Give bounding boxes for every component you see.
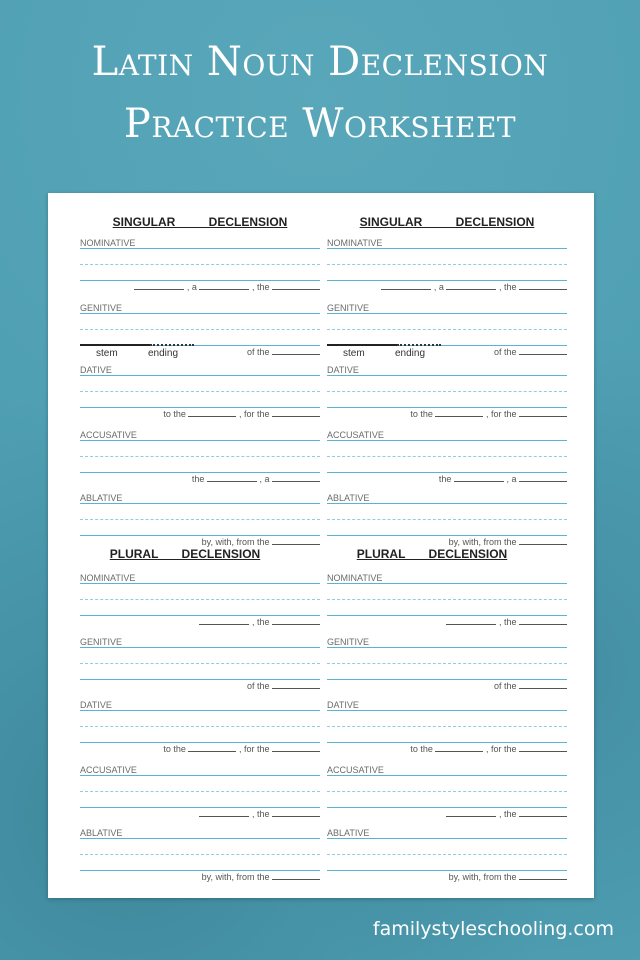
case-label-accusative: ACCUSATIVE	[327, 430, 384, 440]
writing-line-top[interactable]	[80, 375, 320, 376]
fill-in-hint	[199, 808, 320, 820]
blank-line[interactable]	[199, 281, 249, 290]
hint-text: , for the	[238, 409, 270, 419]
writing-line-mid[interactable]	[327, 726, 567, 727]
blank-line[interactable]	[272, 281, 320, 290]
fill-in-hint	[449, 871, 567, 883]
blank-line[interactable]	[519, 680, 567, 689]
fill-in-hint	[134, 281, 320, 293]
writing-line-mid[interactable]	[327, 854, 567, 855]
blank-line[interactable]	[272, 346, 320, 355]
case-group-nominative	[327, 573, 567, 635]
fill-in-hint	[163, 743, 320, 755]
writing-line-top[interactable]	[327, 775, 567, 776]
writing-line-mid[interactable]	[327, 391, 567, 392]
blank-line[interactable]	[381, 281, 431, 290]
case-label-genitive: GENITIVE	[80, 637, 123, 647]
hint-text: , the	[251, 809, 270, 819]
case-group-genitive	[327, 637, 567, 699]
blank-line[interactable]	[199, 808, 249, 817]
writing-line-top[interactable]	[327, 375, 567, 376]
writing-line-mid[interactable]	[327, 329, 567, 330]
hint-text: , for the	[238, 744, 270, 754]
blank-line[interactable]	[188, 743, 236, 752]
case-group-ablative	[80, 828, 320, 890]
hint-text: of the	[493, 347, 517, 357]
right-column	[327, 193, 567, 898]
case-label-accusative: ACCUSATIVE	[80, 765, 137, 775]
case-label-accusative: ACCUSATIVE	[80, 430, 137, 440]
case-label-ablative: ABLATIVE	[80, 828, 123, 838]
case-label-dative: DATIVE	[80, 365, 112, 375]
stem-underline	[327, 344, 397, 346]
writing-line-mid[interactable]	[327, 599, 567, 600]
blank-line[interactable]	[446, 281, 496, 290]
blank-line[interactable]	[519, 281, 567, 290]
left-column	[80, 193, 320, 898]
case-group-genitive	[80, 303, 320, 365]
case-label-ablative: ABLATIVE	[80, 493, 123, 503]
blank-line[interactable]	[199, 616, 249, 625]
case-group-ablative	[80, 493, 320, 555]
fill-in-hint	[446, 808, 567, 820]
writing-line-mid[interactable]	[327, 264, 567, 265]
writing-line-top[interactable]	[327, 248, 567, 249]
hint-text: the	[438, 474, 452, 484]
blank-line[interactable]	[519, 536, 567, 545]
hint-text: the	[191, 474, 205, 484]
fill-in-hint	[163, 408, 320, 420]
blank-line[interactable]	[134, 281, 184, 290]
fill-in-hint	[410, 743, 567, 755]
fill-in-hint	[247, 680, 320, 692]
writing-line-mid[interactable]	[80, 264, 320, 265]
writing-line-mid[interactable]	[327, 519, 567, 520]
plural-heading: PLURAL DECLENSION	[109, 547, 261, 561]
ending-underline	[397, 344, 441, 346]
fill-in-hint	[381, 281, 567, 293]
stem-underline	[80, 344, 150, 346]
blank-line[interactable]	[446, 808, 496, 817]
writing-line-mid[interactable]	[80, 329, 320, 330]
singular-heading: SINGULAR DECLENSION	[359, 215, 535, 229]
writing-line-mid[interactable]	[80, 391, 320, 392]
writing-line-top[interactable]	[327, 440, 567, 441]
stem-label: stem	[96, 348, 118, 359]
fill-in-hint	[449, 536, 567, 548]
blank-line[interactable]	[435, 743, 483, 752]
worksheet	[48, 193, 594, 898]
blank-line[interactable]	[454, 473, 504, 482]
blank-line[interactable]	[272, 473, 320, 482]
case-group-ablative	[327, 493, 567, 555]
case-group-nominative	[327, 238, 567, 300]
writing-line-top[interactable]	[327, 313, 567, 314]
blank-line[interactable]	[272, 680, 320, 689]
blank-line[interactable]	[446, 616, 496, 625]
writing-line-top[interactable]	[80, 503, 320, 504]
writing-line-mid[interactable]	[80, 791, 320, 792]
hint-text: , a	[259, 474, 270, 484]
writing-line-top[interactable]	[80, 313, 320, 314]
fill-in-hint	[202, 536, 320, 548]
ending-label: ending	[395, 348, 426, 359]
case-label-accusative: ACCUSATIVE	[327, 765, 384, 775]
hint-text: , the	[251, 282, 270, 292]
writing-line-mid[interactable]	[80, 456, 320, 457]
case-group-ablative	[327, 828, 567, 890]
case-label-ablative: ABLATIVE	[327, 828, 370, 838]
blank-line[interactable]	[207, 473, 257, 482]
website-footer: familystyleschooling.com	[372, 918, 614, 940]
writing-line-mid[interactable]	[327, 456, 567, 457]
writing-line-top[interactable]	[327, 503, 567, 504]
singular-heading: SINGULAR DECLENSION	[112, 215, 288, 229]
hint-text: by, with, from the	[448, 872, 517, 882]
hint-text: of the	[493, 681, 517, 691]
writing-line-top[interactable]	[80, 440, 320, 441]
case-group-dative	[80, 700, 320, 762]
case-group-accusative	[327, 430, 567, 492]
fill-in-hint	[247, 346, 320, 358]
blank-line[interactable]	[272, 616, 320, 625]
case-label-ablative: ABLATIVE	[327, 493, 370, 503]
stem-label: stem	[343, 348, 365, 359]
blank-line[interactable]	[519, 473, 567, 482]
blank-line[interactable]	[188, 408, 236, 417]
case-group-dative	[80, 365, 320, 427]
fill-in-hint	[199, 616, 320, 628]
writing-line-top[interactable]	[80, 647, 320, 648]
blank-line[interactable]	[519, 743, 567, 752]
hint-text: , for the	[485, 744, 517, 754]
blank-line[interactable]	[272, 743, 320, 752]
blank-line[interactable]	[519, 408, 567, 417]
hint-text: to the	[163, 744, 186, 754]
blank-line[interactable]	[519, 616, 567, 625]
blank-line[interactable]	[272, 808, 320, 817]
writing-line-top[interactable]	[80, 838, 320, 839]
ending-underline	[150, 344, 194, 346]
ending-label: ending	[148, 348, 179, 359]
writing-line-top[interactable]	[327, 838, 567, 839]
blank-line[interactable]	[272, 871, 320, 880]
hint-text: of the	[246, 347, 270, 357]
case-group-dative	[327, 365, 567, 427]
writing-line-mid[interactable]	[80, 726, 320, 727]
blank-line[interactable]	[519, 808, 567, 817]
blank-line[interactable]	[272, 408, 320, 417]
case-group-accusative	[80, 765, 320, 827]
writing-line-top[interactable]	[80, 248, 320, 249]
hint-text: , a	[506, 474, 517, 484]
writing-line-mid[interactable]	[80, 599, 320, 600]
fill-in-hint	[494, 680, 567, 692]
fill-in-hint	[410, 408, 567, 420]
hint-text: by, with, from the	[201, 872, 270, 882]
writing-line-top[interactable]	[327, 647, 567, 648]
case-group-genitive	[327, 303, 567, 365]
fill-in-hint	[439, 473, 567, 485]
plural-heading: PLURAL DECLENSION	[356, 547, 508, 561]
case-label-genitive: GENITIVE	[327, 637, 370, 647]
case-label-nominative: NOMINATIVE	[327, 573, 383, 583]
writing-line-top[interactable]	[80, 710, 320, 711]
hint-text: , the	[498, 809, 517, 819]
blank-line[interactable]	[435, 408, 483, 417]
hint-text: , the	[251, 617, 270, 627]
writing-line-top[interactable]	[80, 775, 320, 776]
case-group-nominative	[80, 573, 320, 635]
hint-text: by, with, from the	[201, 537, 270, 547]
hint-text: by, with, from the	[448, 537, 517, 547]
hint-text: to the	[410, 744, 433, 754]
writing-line-top[interactable]	[80, 583, 320, 584]
title-line-1: Latin Noun Declension	[91, 39, 549, 85]
hint-text: to the	[410, 409, 433, 419]
case-label-nominative: NOMINATIVE	[327, 238, 383, 248]
case-label-genitive: GENITIVE	[80, 303, 123, 313]
fill-in-hint	[202, 871, 320, 883]
hint-text: , a	[433, 282, 444, 292]
writing-line-mid[interactable]	[80, 663, 320, 664]
blank-line[interactable]	[272, 536, 320, 545]
case-group-accusative	[80, 430, 320, 492]
fill-in-hint	[192, 473, 320, 485]
case-group-accusative	[327, 765, 567, 827]
hint-text: of the	[246, 681, 270, 691]
case-group-genitive	[80, 637, 320, 699]
case-label-nominative: NOMINATIVE	[80, 238, 136, 248]
hint-text: to the	[163, 409, 186, 419]
writing-line-top[interactable]	[327, 583, 567, 584]
case-label-nominative: NOMINATIVE	[80, 573, 136, 583]
writing-line-top[interactable]	[327, 710, 567, 711]
blank-line[interactable]	[519, 871, 567, 880]
case-group-nominative	[80, 238, 320, 300]
writing-line-mid[interactable]	[327, 791, 567, 792]
hint-text: , a	[186, 282, 197, 292]
title-line-2: Practice Worksheet	[123, 101, 517, 147]
hint-text: , for the	[485, 409, 517, 419]
fill-in-hint	[446, 616, 567, 628]
hint-text: , the	[498, 282, 517, 292]
case-label-dative: DATIVE	[327, 700, 359, 710]
writing-line-mid[interactable]	[327, 663, 567, 664]
fill-in-hint	[494, 346, 567, 358]
case-group-dative	[327, 700, 567, 762]
case-label-dative: DATIVE	[80, 700, 112, 710]
hint-text: , the	[498, 617, 517, 627]
writing-line-mid[interactable]	[80, 519, 320, 520]
writing-line-mid[interactable]	[80, 854, 320, 855]
case-label-dative: DATIVE	[327, 365, 359, 375]
blank-line[interactable]	[519, 346, 567, 355]
case-label-genitive: GENITIVE	[327, 303, 370, 313]
